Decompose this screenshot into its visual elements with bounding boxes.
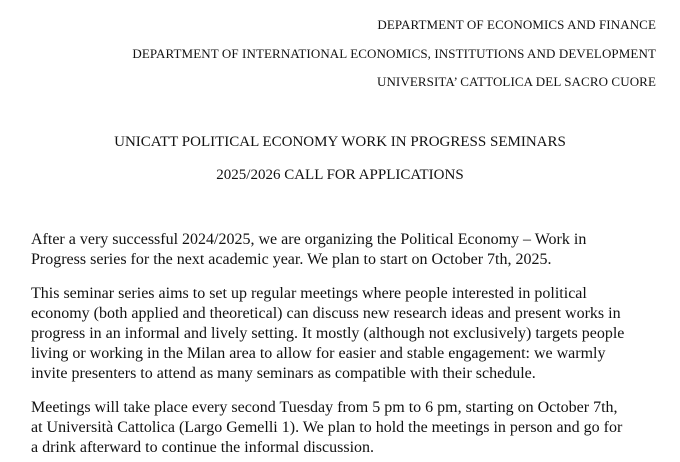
paragraph-line: This seminar series aims to set up regular meetings where people interested in political bbox=[31, 285, 587, 302]
paragraph-meetings bbox=[31, 398, 656, 458]
paragraph-intro bbox=[31, 230, 656, 270]
paragraph-line: Meetings will take place every second Tuesday from 5 pm to 6 pm, starting on October 7th, bbox=[31, 399, 618, 416]
paragraph-line: at Università Cattolica (Largo Gemelli 1). We plan to hold the meetings in person and go for bbox=[31, 419, 623, 436]
paragraph-line: economy (both applied and theoretical) can discuss new research ideas and present works in bbox=[31, 305, 621, 322]
paragraph-aims bbox=[31, 284, 656, 384]
call-for-applications-title: 2025/2026 CALL FOR APPLICATIONS bbox=[216, 167, 464, 183]
department-economics-finance: DEPARTMENT OF ECONOMICS AND FINANCE bbox=[377, 17, 656, 32]
seminar-series-title: UNICATT POLITICAL ECONOMY WORK IN PROGRESS SEMINARS bbox=[114, 134, 566, 150]
university-name: UNIVERSITA’ CATTOLICA DEL SACRO CUORE bbox=[376, 74, 656, 89]
paragraph-line: invite presenters to attend as many seminars as compatible with their schedule. bbox=[31, 365, 536, 382]
paragraph-line: living or working in the Milan area to allow for easier and stable engagement: we warmly bbox=[31, 345, 606, 362]
paragraph-line: After a very successful 2024/2025, we are organizing the Political Economy – Work in bbox=[31, 231, 587, 248]
department-international-economics: DEPARTMENT OF INTERNATIONAL ECONOMICS, INSTITUTIONS AND DEVELOPMENT bbox=[132, 46, 656, 61]
paragraph-line: Progress series for the next academic year. We plan to start on October 7th, 2025. bbox=[31, 251, 552, 268]
paragraph-line: a drink afterward to continue the informal discussion. bbox=[31, 439, 375, 456]
paragraph-line: progress in an informal and lively setting. It mostly (although not exclusively) targets people bbox=[31, 325, 625, 342]
